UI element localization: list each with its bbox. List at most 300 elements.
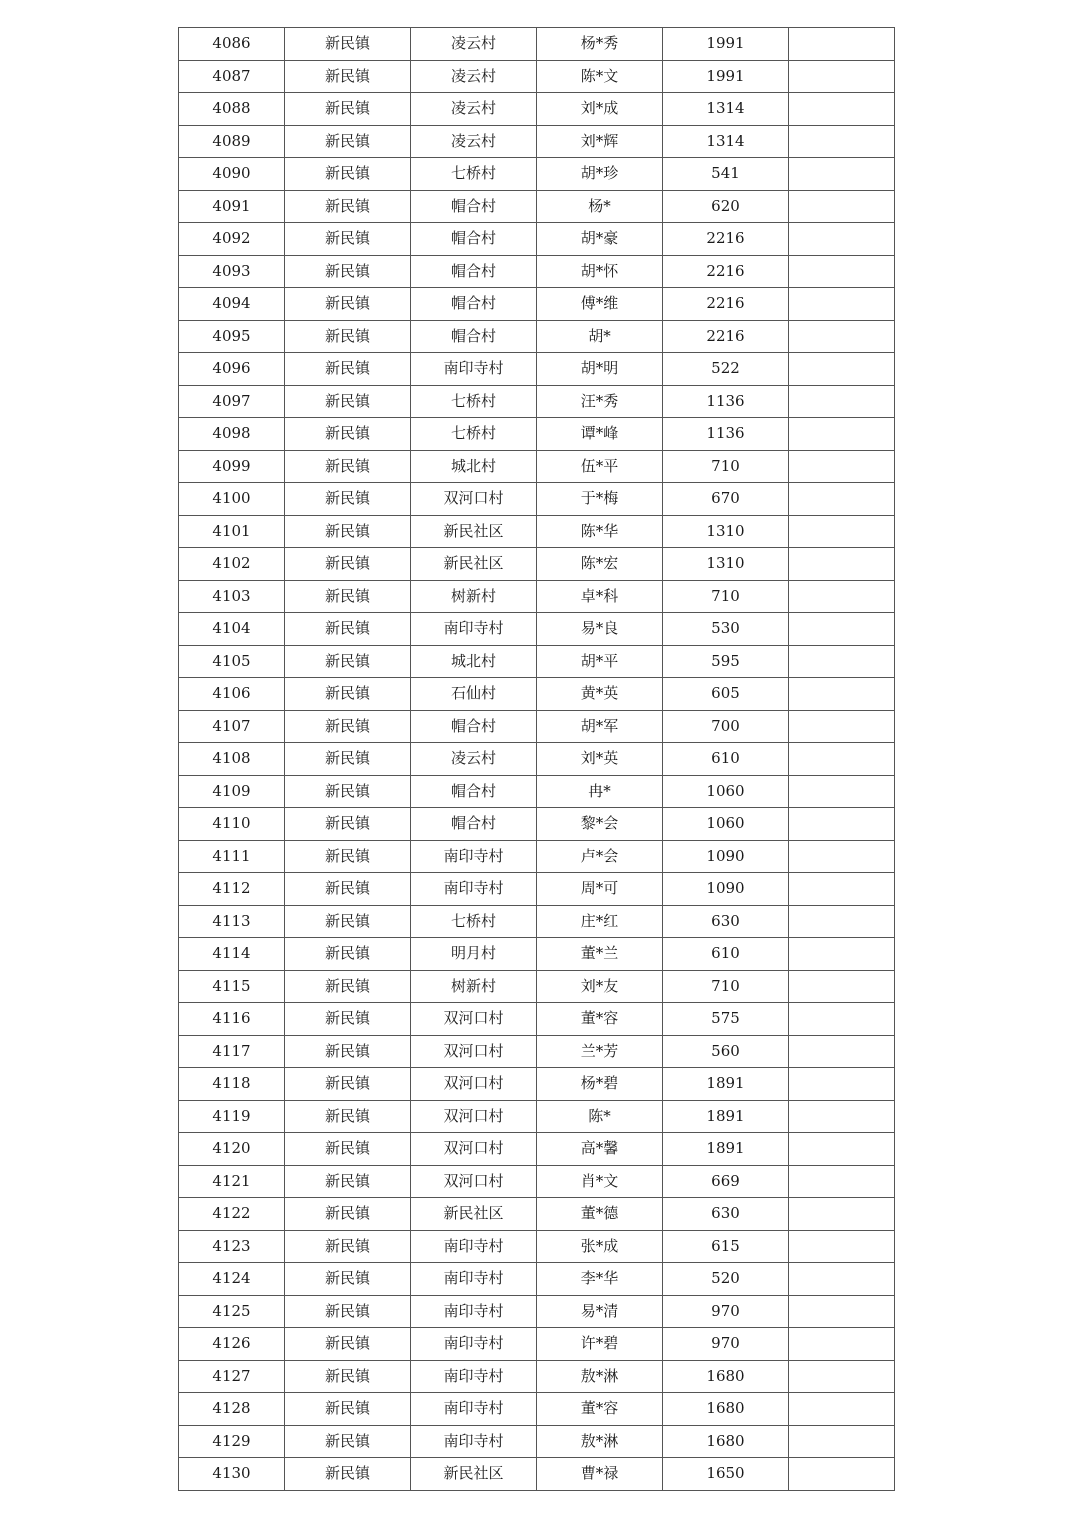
table-row xyxy=(179,93,895,126)
cell-name: 董*容 xyxy=(537,1393,663,1426)
cell-town: 新民镇 xyxy=(285,418,411,451)
cell-village: 明月村 xyxy=(411,938,537,971)
cell-serial-number: 4115 xyxy=(179,970,285,1003)
cell-note xyxy=(789,1068,895,1101)
cell-name: 易*良 xyxy=(537,613,663,646)
cell-serial-number: 4093 xyxy=(179,255,285,288)
cell-town: 新民镇 xyxy=(285,1263,411,1296)
cell-amount: 605 xyxy=(663,678,789,711)
table-row xyxy=(179,385,895,418)
cell-town: 新民镇 xyxy=(285,255,411,288)
cell-name: 曹*禄 xyxy=(537,1458,663,1491)
cell-town: 新民镇 xyxy=(285,353,411,386)
cell-town: 新民镇 xyxy=(285,385,411,418)
cell-note xyxy=(789,970,895,1003)
cell-amount: 1060 xyxy=(663,808,789,841)
table-row xyxy=(179,1100,895,1133)
cell-village: 南印寺村 xyxy=(411,873,537,906)
cell-amount: 541 xyxy=(663,158,789,191)
cell-village: 树新村 xyxy=(411,970,537,1003)
table-row xyxy=(179,873,895,906)
cell-name: 胡*豪 xyxy=(537,223,663,256)
cell-serial-number: 4104 xyxy=(179,613,285,646)
cell-serial-number: 4094 xyxy=(179,288,285,321)
cell-amount: 970 xyxy=(663,1295,789,1328)
cell-village: 南印寺村 xyxy=(411,1263,537,1296)
cell-note xyxy=(789,678,895,711)
cell-note xyxy=(789,158,895,191)
cell-serial-number: 4106 xyxy=(179,678,285,711)
cell-amount: 1650 xyxy=(663,1458,789,1491)
cell-village: 帽合村 xyxy=(411,190,537,223)
cell-note xyxy=(789,743,895,776)
cell-serial-number: 4091 xyxy=(179,190,285,223)
cell-amount: 1090 xyxy=(663,873,789,906)
cell-serial-number: 4092 xyxy=(179,223,285,256)
cell-note xyxy=(789,1230,895,1263)
cell-name: 杨*秀 xyxy=(537,28,663,61)
cell-town: 新民镇 xyxy=(285,1035,411,1068)
cell-amount: 710 xyxy=(663,580,789,613)
cell-town: 新民镇 xyxy=(285,450,411,483)
cell-village: 凌云村 xyxy=(411,125,537,158)
cell-serial-number: 4110 xyxy=(179,808,285,841)
cell-name: 伍*平 xyxy=(537,450,663,483)
cell-amount: 610 xyxy=(663,743,789,776)
cell-amount: 1891 xyxy=(663,1068,789,1101)
table-row xyxy=(179,808,895,841)
cell-amount: 1680 xyxy=(663,1360,789,1393)
cell-town: 新民镇 xyxy=(285,1100,411,1133)
cell-amount: 630 xyxy=(663,905,789,938)
cell-serial-number: 4096 xyxy=(179,353,285,386)
cell-note xyxy=(789,1165,895,1198)
cell-village: 双河口村 xyxy=(411,1165,537,1198)
cell-serial-number: 4116 xyxy=(179,1003,285,1036)
document-page xyxy=(178,27,895,1491)
cell-serial-number: 4103 xyxy=(179,580,285,613)
cell-town: 新民镇 xyxy=(285,223,411,256)
cell-note xyxy=(789,775,895,808)
cell-serial-number: 4099 xyxy=(179,450,285,483)
cell-amount: 1060 xyxy=(663,775,789,808)
cell-note xyxy=(789,613,895,646)
cell-village: 新民社区 xyxy=(411,548,537,581)
cell-name: 刘*友 xyxy=(537,970,663,1003)
cell-note xyxy=(789,320,895,353)
cell-amount: 615 xyxy=(663,1230,789,1263)
cell-village: 七桥村 xyxy=(411,158,537,191)
cell-amount: 2216 xyxy=(663,288,789,321)
cell-amount: 1136 xyxy=(663,385,789,418)
cell-amount: 970 xyxy=(663,1328,789,1361)
table-row xyxy=(179,1165,895,1198)
table-row xyxy=(179,320,895,353)
table-row xyxy=(179,1458,895,1491)
table-row xyxy=(179,28,895,61)
cell-note xyxy=(789,938,895,971)
cell-town: 新民镇 xyxy=(285,1068,411,1101)
cell-serial-number: 4086 xyxy=(179,28,285,61)
cell-town: 新民镇 xyxy=(285,1295,411,1328)
cell-name: 张*成 xyxy=(537,1230,663,1263)
cell-town: 新民镇 xyxy=(285,678,411,711)
cell-note xyxy=(789,1133,895,1166)
cell-name: 刘*成 xyxy=(537,93,663,126)
cell-village: 南印寺村 xyxy=(411,1328,537,1361)
cell-note xyxy=(789,1035,895,1068)
cell-town: 新民镇 xyxy=(285,1230,411,1263)
records-table-body xyxy=(179,28,895,1491)
cell-town: 新民镇 xyxy=(285,808,411,841)
cell-note xyxy=(789,28,895,61)
cell-amount: 670 xyxy=(663,483,789,516)
cell-village: 南印寺村 xyxy=(411,613,537,646)
table-row xyxy=(179,1068,895,1101)
cell-note xyxy=(789,450,895,483)
cell-town: 新民镇 xyxy=(285,288,411,321)
cell-serial-number: 4122 xyxy=(179,1198,285,1231)
cell-amount: 530 xyxy=(663,613,789,646)
cell-note xyxy=(789,1100,895,1133)
cell-amount: 1680 xyxy=(663,1393,789,1426)
records-table xyxy=(178,27,895,1491)
cell-note xyxy=(789,808,895,841)
cell-serial-number: 4111 xyxy=(179,840,285,873)
cell-note xyxy=(789,1328,895,1361)
cell-serial-number: 4113 xyxy=(179,905,285,938)
cell-serial-number: 4098 xyxy=(179,418,285,451)
table-row xyxy=(179,1003,895,1036)
table-row xyxy=(179,743,895,776)
table-row xyxy=(179,840,895,873)
cell-note xyxy=(789,190,895,223)
cell-town: 新民镇 xyxy=(285,1458,411,1491)
cell-town: 新民镇 xyxy=(285,840,411,873)
cell-name: 董*德 xyxy=(537,1198,663,1231)
cell-name: 黎*会 xyxy=(537,808,663,841)
cell-town: 新民镇 xyxy=(285,190,411,223)
cell-serial-number: 4120 xyxy=(179,1133,285,1166)
table-row xyxy=(179,1328,895,1361)
cell-name: 陈*文 xyxy=(537,60,663,93)
cell-town: 新民镇 xyxy=(285,905,411,938)
cell-amount: 1891 xyxy=(663,1100,789,1133)
cell-serial-number: 4108 xyxy=(179,743,285,776)
cell-village: 南印寺村 xyxy=(411,1360,537,1393)
cell-village: 凌云村 xyxy=(411,743,537,776)
cell-amount: 1314 xyxy=(663,125,789,158)
cell-amount: 522 xyxy=(663,353,789,386)
cell-village: 双河口村 xyxy=(411,1068,537,1101)
cell-amount: 1090 xyxy=(663,840,789,873)
cell-name: 胡*军 xyxy=(537,710,663,743)
table-row xyxy=(179,125,895,158)
cell-village: 七桥村 xyxy=(411,385,537,418)
table-row xyxy=(179,1230,895,1263)
cell-name: 敖*淋 xyxy=(537,1360,663,1393)
cell-name: 兰*芳 xyxy=(537,1035,663,1068)
cell-amount: 710 xyxy=(663,450,789,483)
table-row xyxy=(179,775,895,808)
table-row xyxy=(179,1425,895,1458)
cell-village: 帽合村 xyxy=(411,255,537,288)
cell-serial-number: 4121 xyxy=(179,1165,285,1198)
table-row xyxy=(179,1035,895,1068)
cell-note xyxy=(789,645,895,678)
cell-town: 新民镇 xyxy=(285,1003,411,1036)
cell-name: 胡*平 xyxy=(537,645,663,678)
cell-note xyxy=(789,353,895,386)
cell-village: 帽合村 xyxy=(411,775,537,808)
cell-name: 刘*辉 xyxy=(537,125,663,158)
cell-amount: 1310 xyxy=(663,515,789,548)
cell-note xyxy=(789,515,895,548)
cell-note xyxy=(789,385,895,418)
cell-village: 帽合村 xyxy=(411,288,537,321)
table-row xyxy=(179,288,895,321)
cell-town: 新民镇 xyxy=(285,580,411,613)
cell-village: 双河口村 xyxy=(411,1035,537,1068)
cell-name: 胡*明 xyxy=(537,353,663,386)
cell-note xyxy=(789,93,895,126)
cell-amount: 1314 xyxy=(663,93,789,126)
cell-note xyxy=(789,905,895,938)
table-row xyxy=(179,645,895,678)
table-row xyxy=(179,970,895,1003)
cell-town: 新民镇 xyxy=(285,1393,411,1426)
cell-town: 新民镇 xyxy=(285,970,411,1003)
cell-serial-number: 4123 xyxy=(179,1230,285,1263)
table-row xyxy=(179,483,895,516)
cell-serial-number: 4117 xyxy=(179,1035,285,1068)
table-row xyxy=(179,548,895,581)
cell-town: 新民镇 xyxy=(285,515,411,548)
cell-amount: 1680 xyxy=(663,1425,789,1458)
table-row xyxy=(179,905,895,938)
cell-name: 于*梅 xyxy=(537,483,663,516)
cell-amount: 700 xyxy=(663,710,789,743)
cell-note xyxy=(789,1425,895,1458)
cell-village: 帽合村 xyxy=(411,710,537,743)
cell-name: 陈*宏 xyxy=(537,548,663,581)
cell-serial-number: 4105 xyxy=(179,645,285,678)
cell-town: 新民镇 xyxy=(285,320,411,353)
cell-note xyxy=(789,840,895,873)
cell-note xyxy=(789,1198,895,1231)
cell-village: 七桥村 xyxy=(411,418,537,451)
cell-amount: 669 xyxy=(663,1165,789,1198)
cell-town: 新民镇 xyxy=(285,1165,411,1198)
table-row xyxy=(179,938,895,971)
cell-village: 帽合村 xyxy=(411,320,537,353)
cell-town: 新民镇 xyxy=(285,158,411,191)
cell-village: 城北村 xyxy=(411,645,537,678)
cell-village: 南印寺村 xyxy=(411,1295,537,1328)
cell-village: 凌云村 xyxy=(411,93,537,126)
table-row xyxy=(179,515,895,548)
table-row xyxy=(179,678,895,711)
cell-amount: 560 xyxy=(663,1035,789,1068)
cell-village: 新民社区 xyxy=(411,515,537,548)
table-row xyxy=(179,190,895,223)
cell-name: 冉* xyxy=(537,775,663,808)
cell-note xyxy=(789,580,895,613)
cell-serial-number: 4112 xyxy=(179,873,285,906)
cell-serial-number: 4107 xyxy=(179,710,285,743)
table-row xyxy=(179,60,895,93)
cell-name: 高*馨 xyxy=(537,1133,663,1166)
cell-name: 胡* xyxy=(537,320,663,353)
cell-town: 新民镇 xyxy=(285,548,411,581)
cell-amount: 710 xyxy=(663,970,789,1003)
cell-name: 胡*怀 xyxy=(537,255,663,288)
cell-village: 新民社区 xyxy=(411,1198,537,1231)
cell-village: 凌云村 xyxy=(411,60,537,93)
table-row xyxy=(179,710,895,743)
cell-town: 新民镇 xyxy=(285,1328,411,1361)
cell-name: 肖*文 xyxy=(537,1165,663,1198)
cell-village: 石仙村 xyxy=(411,678,537,711)
cell-note xyxy=(789,223,895,256)
cell-town: 新民镇 xyxy=(285,1360,411,1393)
cell-village: 帽合村 xyxy=(411,223,537,256)
cell-serial-number: 4101 xyxy=(179,515,285,548)
cell-name: 敖*淋 xyxy=(537,1425,663,1458)
cell-serial-number: 4130 xyxy=(179,1458,285,1491)
cell-note xyxy=(789,1003,895,1036)
cell-town: 新民镇 xyxy=(285,125,411,158)
cell-village: 七桥村 xyxy=(411,905,537,938)
cell-village: 南印寺村 xyxy=(411,1425,537,1458)
cell-note xyxy=(789,60,895,93)
cell-town: 新民镇 xyxy=(285,873,411,906)
cell-town: 新民镇 xyxy=(285,775,411,808)
cell-town: 新民镇 xyxy=(285,710,411,743)
cell-town: 新民镇 xyxy=(285,1425,411,1458)
cell-note xyxy=(789,873,895,906)
cell-serial-number: 4089 xyxy=(179,125,285,158)
cell-note xyxy=(789,710,895,743)
cell-amount: 1991 xyxy=(663,28,789,61)
cell-town: 新民镇 xyxy=(285,483,411,516)
cell-serial-number: 4087 xyxy=(179,60,285,93)
cell-village: 帽合村 xyxy=(411,808,537,841)
cell-serial-number: 4109 xyxy=(179,775,285,808)
cell-name: 杨*碧 xyxy=(537,1068,663,1101)
cell-village: 双河口村 xyxy=(411,1003,537,1036)
cell-name: 许*碧 xyxy=(537,1328,663,1361)
cell-serial-number: 4126 xyxy=(179,1328,285,1361)
cell-amount: 620 xyxy=(663,190,789,223)
cell-village: 双河口村 xyxy=(411,483,537,516)
cell-name: 胡*珍 xyxy=(537,158,663,191)
cell-town: 新民镇 xyxy=(285,28,411,61)
cell-name: 傅*维 xyxy=(537,288,663,321)
table-row xyxy=(179,418,895,451)
cell-note xyxy=(789,1458,895,1491)
cell-amount: 2216 xyxy=(663,255,789,288)
table-row xyxy=(179,1198,895,1231)
cell-village: 南印寺村 xyxy=(411,1393,537,1426)
cell-serial-number: 4100 xyxy=(179,483,285,516)
cell-name: 陈*华 xyxy=(537,515,663,548)
cell-name: 董*兰 xyxy=(537,938,663,971)
table-row xyxy=(179,450,895,483)
cell-serial-number: 4088 xyxy=(179,93,285,126)
cell-name: 刘*英 xyxy=(537,743,663,776)
table-row xyxy=(179,580,895,613)
cell-village: 南印寺村 xyxy=(411,353,537,386)
cell-name: 周*可 xyxy=(537,873,663,906)
cell-town: 新民镇 xyxy=(285,743,411,776)
cell-name: 卢*会 xyxy=(537,840,663,873)
cell-village: 树新村 xyxy=(411,580,537,613)
cell-note xyxy=(789,1393,895,1426)
cell-note xyxy=(789,1263,895,1296)
cell-town: 新民镇 xyxy=(285,1133,411,1166)
cell-note xyxy=(789,125,895,158)
cell-amount: 610 xyxy=(663,938,789,971)
cell-serial-number: 4090 xyxy=(179,158,285,191)
cell-village: 南印寺村 xyxy=(411,1230,537,1263)
table-row xyxy=(179,1360,895,1393)
table-row xyxy=(179,223,895,256)
cell-serial-number: 4097 xyxy=(179,385,285,418)
cell-amount: 2216 xyxy=(663,320,789,353)
cell-name: 陈* xyxy=(537,1100,663,1133)
cell-name: 易*清 xyxy=(537,1295,663,1328)
cell-town: 新民镇 xyxy=(285,1198,411,1231)
cell-serial-number: 4114 xyxy=(179,938,285,971)
cell-town: 新民镇 xyxy=(285,938,411,971)
cell-serial-number: 4095 xyxy=(179,320,285,353)
cell-note xyxy=(789,1295,895,1328)
cell-amount: 630 xyxy=(663,1198,789,1231)
table-row xyxy=(179,1393,895,1426)
cell-amount: 2216 xyxy=(663,223,789,256)
cell-amount: 1891 xyxy=(663,1133,789,1166)
cell-village: 城北村 xyxy=(411,450,537,483)
cell-amount: 520 xyxy=(663,1263,789,1296)
table-row xyxy=(179,1133,895,1166)
cell-town: 新民镇 xyxy=(285,60,411,93)
cell-serial-number: 4127 xyxy=(179,1360,285,1393)
cell-village: 新民社区 xyxy=(411,1458,537,1491)
cell-town: 新民镇 xyxy=(285,93,411,126)
cell-name: 李*华 xyxy=(537,1263,663,1296)
cell-amount: 1991 xyxy=(663,60,789,93)
cell-serial-number: 4118 xyxy=(179,1068,285,1101)
cell-village: 双河口村 xyxy=(411,1133,537,1166)
cell-note xyxy=(789,548,895,581)
table-row xyxy=(179,1295,895,1328)
cell-name: 卓*科 xyxy=(537,580,663,613)
cell-serial-number: 4124 xyxy=(179,1263,285,1296)
cell-name: 董*容 xyxy=(537,1003,663,1036)
table-row xyxy=(179,353,895,386)
cell-note xyxy=(789,288,895,321)
cell-serial-number: 4128 xyxy=(179,1393,285,1426)
cell-town: 新民镇 xyxy=(285,645,411,678)
cell-serial-number: 4119 xyxy=(179,1100,285,1133)
cell-name: 庄*红 xyxy=(537,905,663,938)
cell-serial-number: 4129 xyxy=(179,1425,285,1458)
table-row xyxy=(179,158,895,191)
cell-note xyxy=(789,255,895,288)
cell-village: 南印寺村 xyxy=(411,840,537,873)
cell-name: 杨* xyxy=(537,190,663,223)
